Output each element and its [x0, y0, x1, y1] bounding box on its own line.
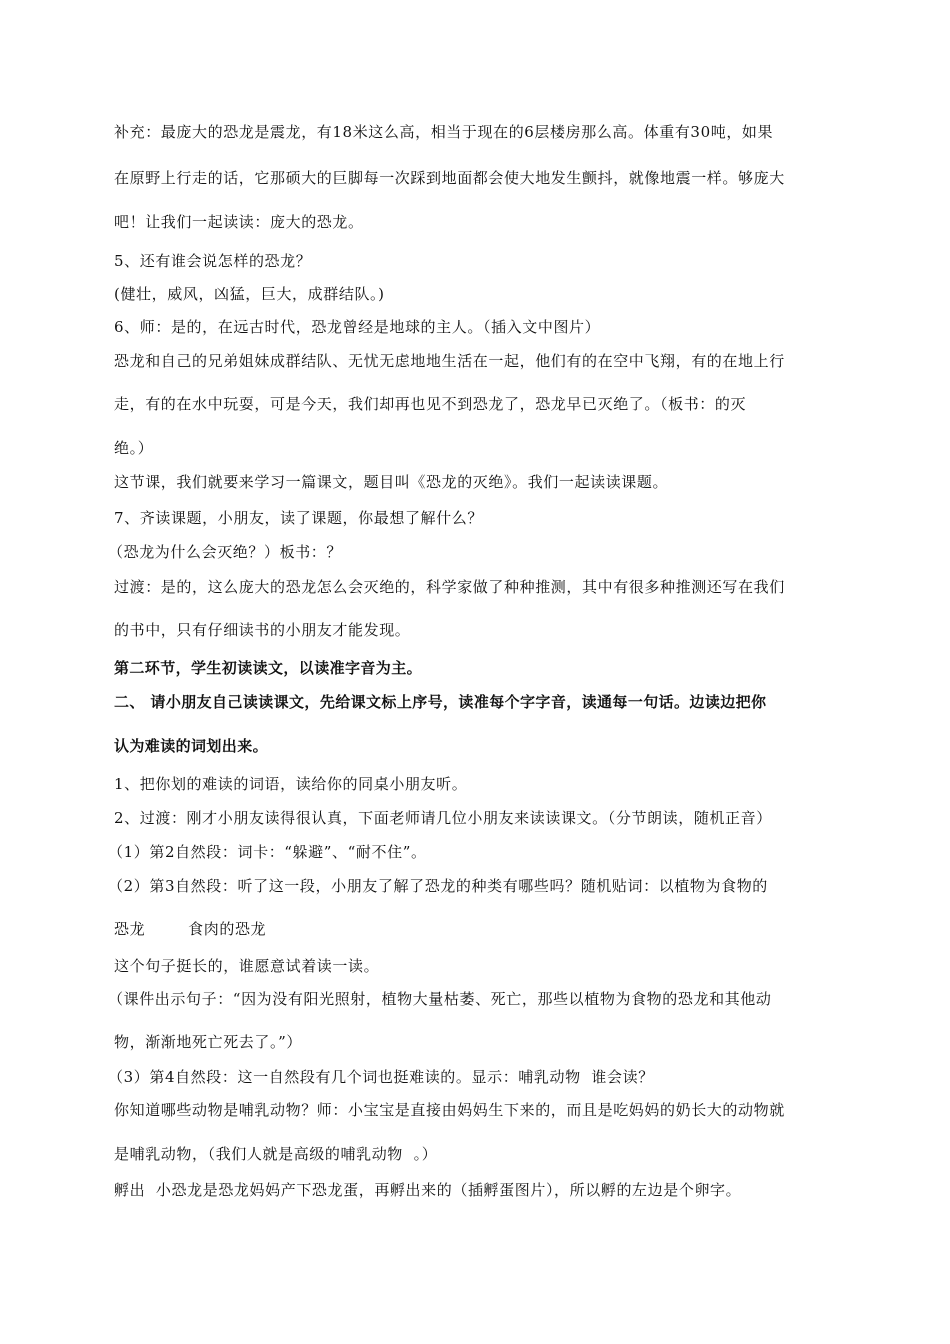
paragraph-line: 这个句子挺长的，谁愿意试着读一读。: [114, 957, 380, 975]
section-heading: 二、 请小朋友自己读读课文，先给课文标上序号，读准每个字字音，读通每一句话。边读边把你: [114, 693, 767, 711]
paragraph-line: 物，渐渐地死亡死去了。”）: [114, 1033, 302, 1051]
paragraph-line: 恐龙和自己的兄弟姐妹成群结队、无忧无虑地地生活在一起，他们有的在空中飞翔，有的在地上行: [114, 352, 785, 370]
paragraph-line: （1）第2自然段：词卡：“躲避”、“耐不住”。: [108, 843, 427, 861]
paragraph-line: （2）第3自然段：听了这一段，小朋友了解了恐龙的种类有哪些吗？随机贴词：以植物为食物的: [108, 877, 768, 895]
paragraph-line: 6、师：是的，在远古时代，恐龙曾经是地球的主人。（插入文中图片）: [114, 318, 601, 336]
paragraph-line: 走，有的在水中玩耍，可是今天，我们却再也见不到恐龙了，恐龙早已灭绝了。（板书：的灭: [114, 395, 747, 413]
paragraph-line: 补充：最庞大的恐龙是震龙，有18米这么高，相当于现在的6层楼房那么高。体重有30吨，如果: [114, 123, 774, 141]
paragraph-line: 2、过渡：刚才小朋友读得很认真，下面老师请几位小朋友来读读课文。（分节朗读，随机正音）: [114, 809, 772, 827]
section-heading: 认为难读的词划出来。: [114, 737, 269, 755]
paragraph-line: 这节课，我们就要来学习一篇课文，题目叫《恐龙的灭绝》。我们一起读读课题。: [114, 473, 669, 491]
section-heading: 第二环节，学生初读读文，以读准字音为主。: [114, 659, 423, 677]
paragraph-line: （恐龙为什么会灭绝？）板书：？: [108, 543, 343, 561]
paragraph-line: 1、把你划的难读的词语，读给你的同桌小朋友听。: [114, 775, 468, 793]
paragraph-line: 的书中，只有仔细读书的小朋友才能发现。: [114, 621, 411, 639]
paragraph-line: 吧！让我们一起读读：庞大的恐龙。: [114, 213, 364, 231]
paragraph-line: 是哺乳动物，（我们人就是高级的哺乳动物 。）: [114, 1145, 438, 1163]
paragraph-line: (健壮，威风，凶猛，巨大，成群结队。): [114, 285, 385, 303]
paragraph-line: 5、还有谁会说怎样的恐龙？: [114, 252, 312, 270]
paragraph-line: （课件出示句子：“因为没有阳光照射，植物大量枯萎、死亡，那些以植物为食物的恐龙和其他动: [108, 990, 772, 1008]
paragraph-line: 7、齐读课题，小朋友，读了课题，你最想了解什么？: [114, 509, 483, 527]
paragraph-line: 你知道哪些动物是哺乳动物？师：小宝宝是直接由妈妈生下来的，而且是吃妈妈的奶长大的动物就: [114, 1101, 785, 1119]
paragraph-line: 绝。）: [114, 439, 154, 457]
paragraph-line: 恐龙 食肉的恐龙: [114, 920, 267, 938]
paragraph-line: 孵出 小恐龙是恐龙妈妈产下恐龙蛋，再孵出来的（插孵蛋图片），所以孵的左边是个卵字。: [114, 1181, 742, 1199]
paragraph-line: （3）第4自然段：这一自然段有几个词也挺难读的。显示：哺乳动物 谁会读？: [108, 1068, 654, 1086]
paragraph-line: 过渡：是的，这么庞大的恐龙怎么会灭绝的，科学家做了种种推测，其中有很多种推测还写在我们: [114, 578, 785, 596]
paragraph-line: 在原野上行走的话，它那硕大的巨脚每一次踩到地面都会使大地发生颤抖，就像地震一样。够庞大: [114, 169, 785, 187]
